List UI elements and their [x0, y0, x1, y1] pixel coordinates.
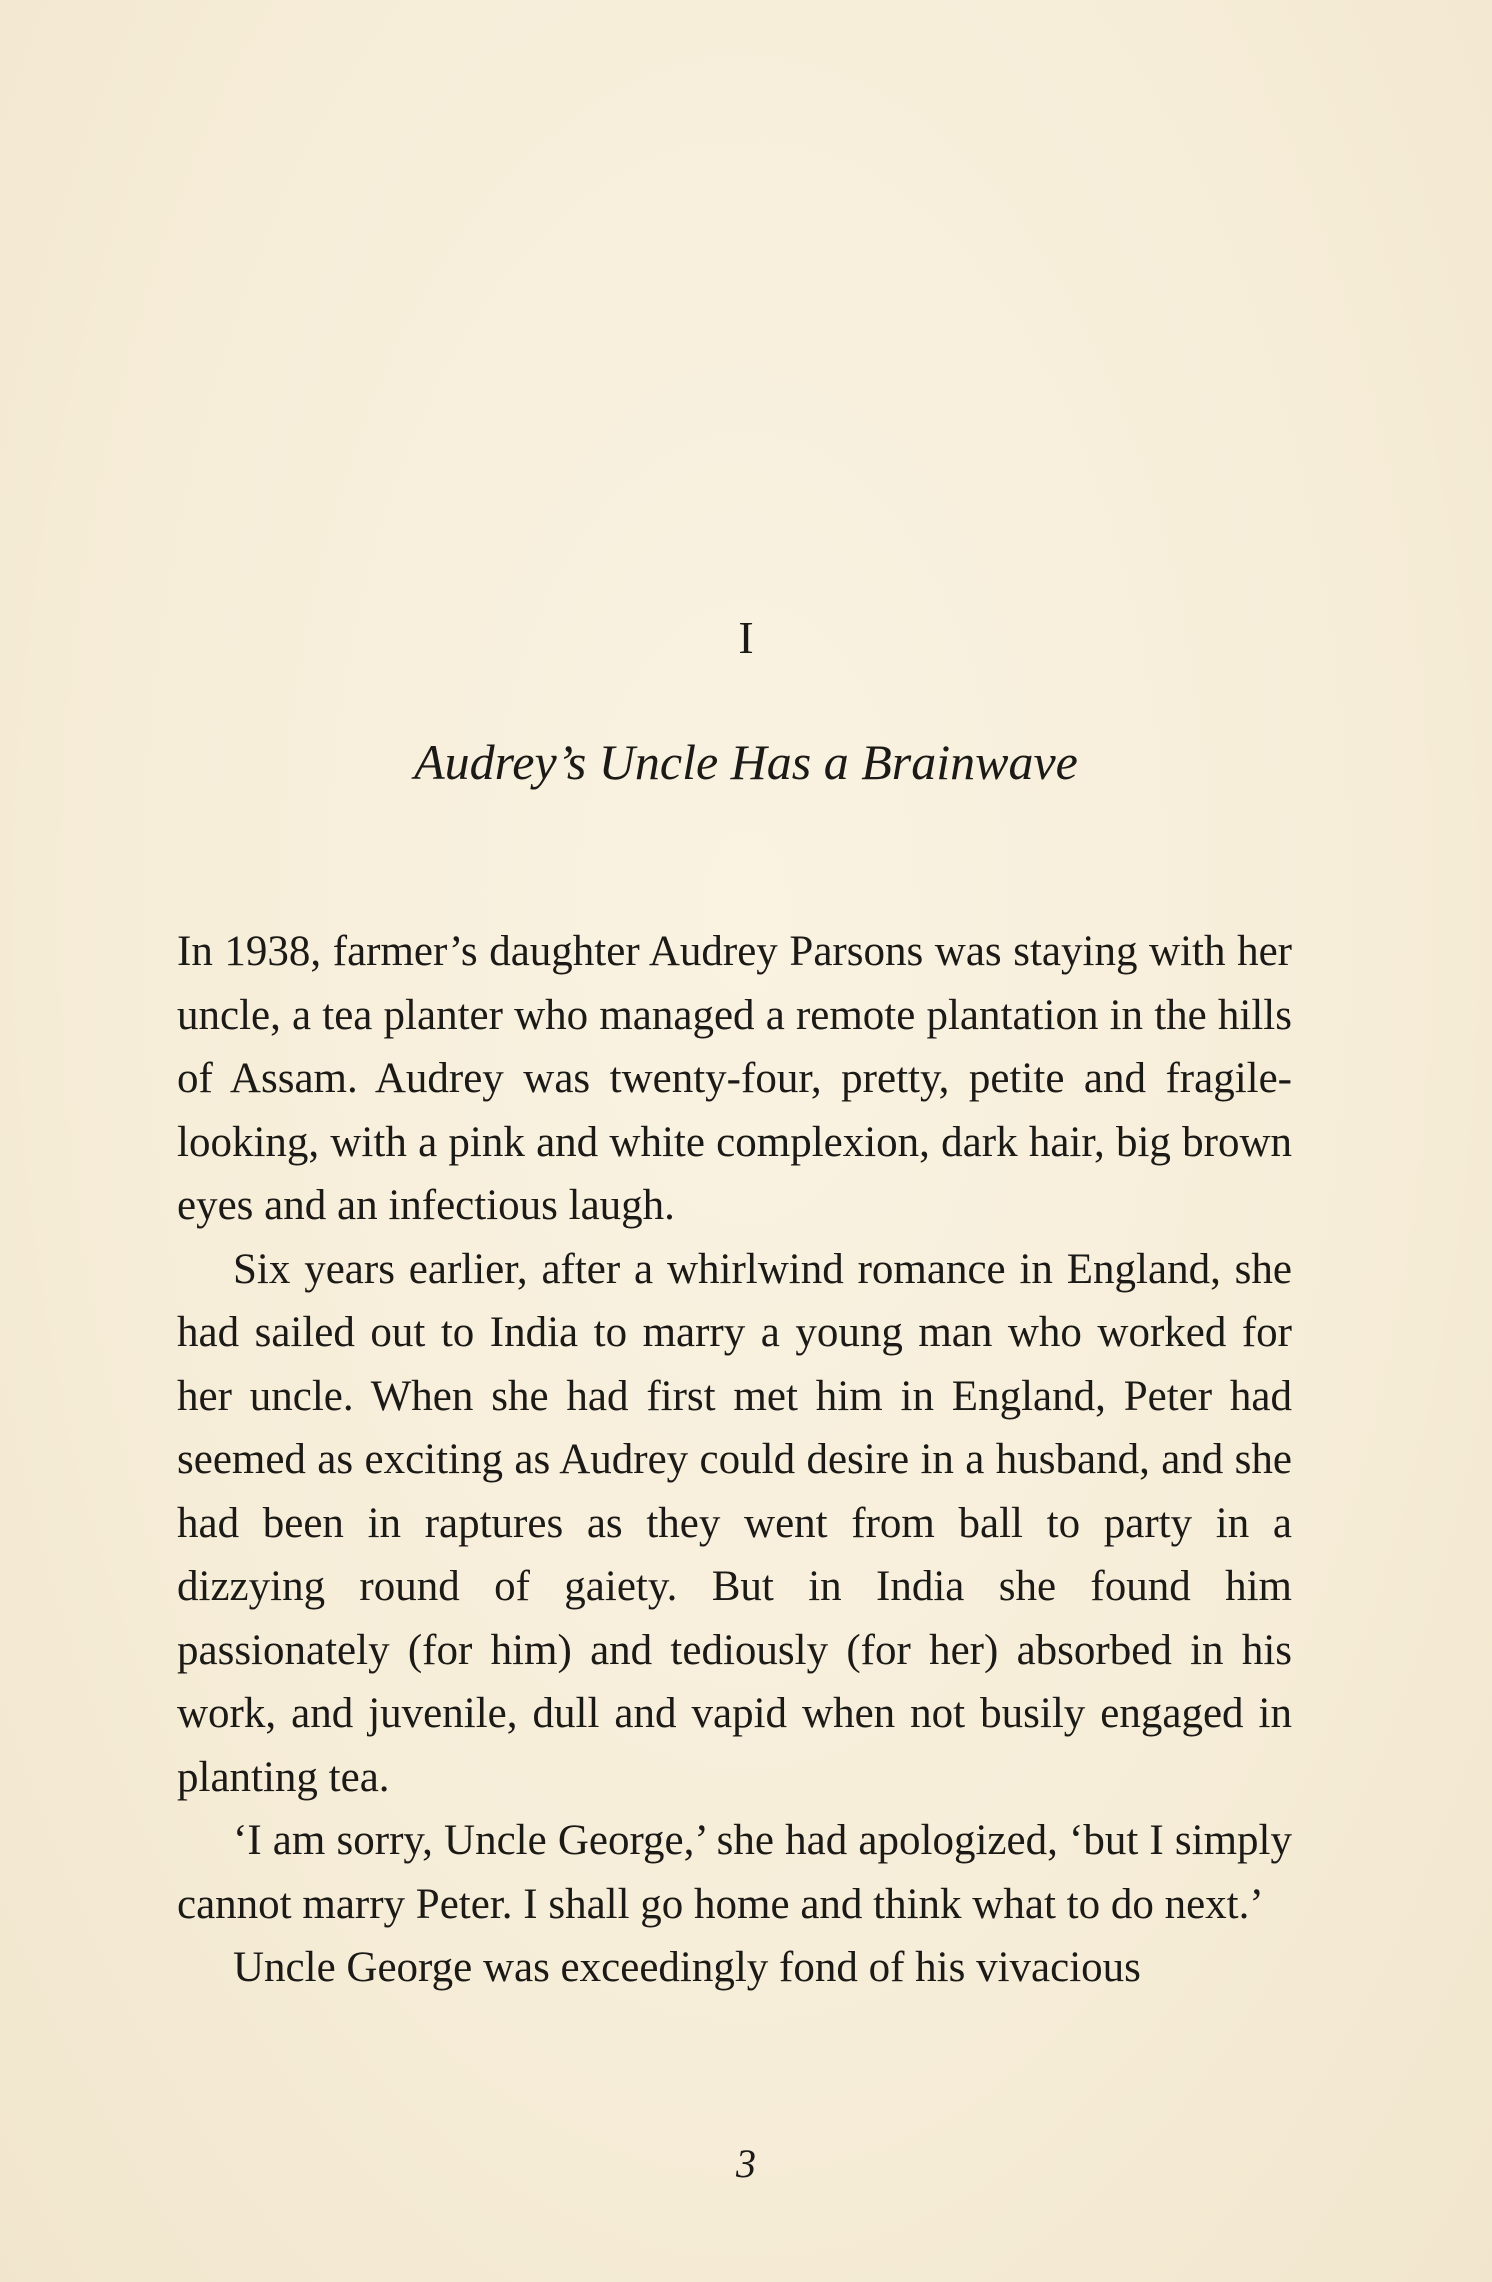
- chapter-number: I: [738, 612, 754, 663]
- paragraph: Six years earlier, after a whirlwind romance in England, she had sailed out to India to marry a young man who worked for her uncle. When she had first met him in England, Peter had seemed as exciting as Audrey could desire in a husband, and she had been in raptures as they went from ball to party in a dizzying round of gaiety. But in India she found him passionately (for him) and tediously (for her) absorbed in his work, and juvenile, dull and vapid when not busily engaged in planting tea.: [177, 1245, 1292, 1801]
- paragraph: In 1938, farmer’s daughter Audrey Parsons was staying with her uncle, a tea planter who managed a remote plantation in the hills of Assam. Audrey was twenty-four, pretty, petite and fragile-looking, with a pink and white complexion, dark hair, big brown eyes and an infectious laugh.: [177, 928, 1292, 1229]
- page-number: 3: [736, 2141, 756, 2186]
- paragraph: Uncle George was exceedingly fond of his vivacious: [233, 1944, 1141, 1991]
- paragraph: ‘I am sorry, Uncle George,’ she had apologized, ‘but I simply cannot marry Peter. I shall go home and think what to do next.’: [177, 1817, 1292, 1928]
- chapter-title: Audrey’s Uncle Has a Brainwave: [414, 734, 1078, 790]
- body-text: [177, 920, 1292, 2000]
